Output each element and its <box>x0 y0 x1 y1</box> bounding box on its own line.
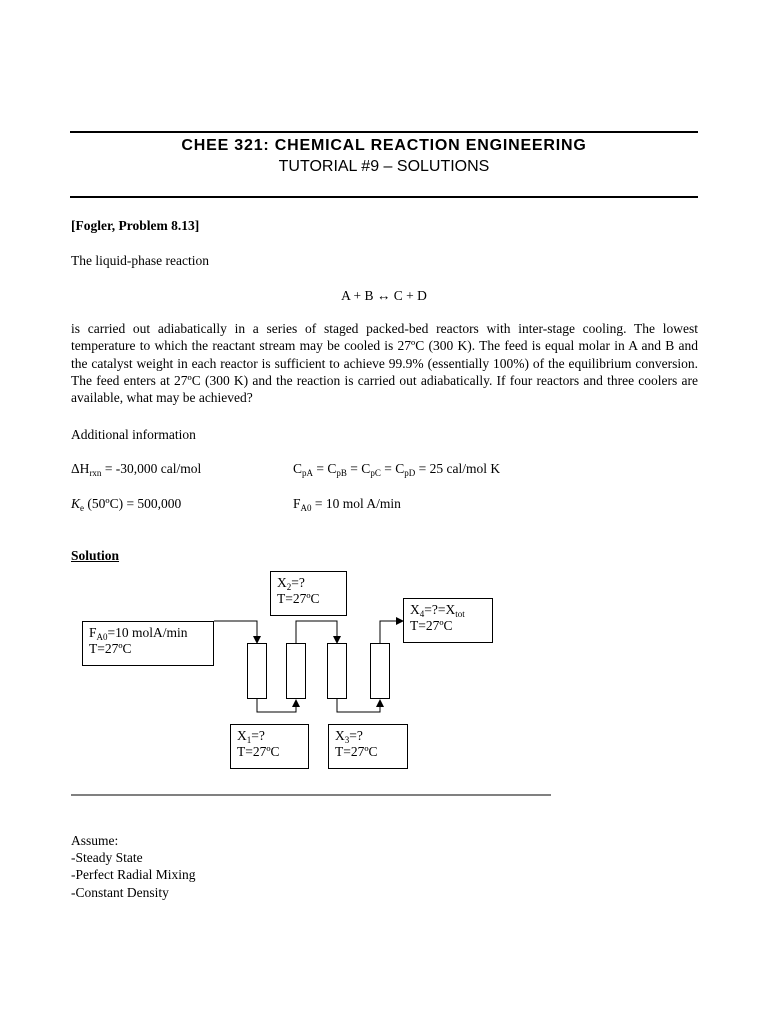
cooler-3-arrow <box>337 699 380 712</box>
cooler-2-arrow <box>296 621 337 643</box>
heat-capacity-line: $C_{pA} = C_{pB} = C_{pC} = C_{pD} = 25$ cal/mol K <box>293 461 501 478</box>
cooler-1-arrow <box>257 699 296 712</box>
enthalpy-line: $\Delta H_{rxn} = -30,000$ cal/mol <box>71 461 202 478</box>
problem-intro: The liquid-phase reaction <box>71 253 209 268</box>
reactor-1 <box>247 643 267 699</box>
x4-box: $X_4=?=X_{tot}$ T=27ºC <box>403 598 493 643</box>
page-subtitle: TUTORIAL #9 – SOLUTIONS <box>278 158 490 175</box>
reaction-equation: A + B ↔ C + D <box>341 288 427 303</box>
outlet-arrow <box>380 621 403 643</box>
feed-box: $F_{A0}=10$ molA/min T=27ºC <box>82 621 214 666</box>
reactor-3 <box>327 643 347 699</box>
assumption-item: -Perfect Radial Mixing <box>71 867 196 882</box>
problem-reference: [Fogler, Problem 8.13] <box>71 218 200 233</box>
assume-heading: Assume: <box>71 833 119 848</box>
reactor-2 <box>286 643 306 699</box>
equilibrium-constant-line: $K_e$ (50ºC) = 500,000 <box>71 496 182 513</box>
assumption-item: -Constant Density <box>71 885 169 900</box>
assumption-item: -Steady State <box>71 850 143 865</box>
reactor-4 <box>370 643 390 699</box>
feed-arrow <box>214 621 257 643</box>
x3-box: $X_3=$? T=27ºC <box>328 724 408 769</box>
problem-description: is carried out adiabatically in a series of staged packed-bed reactors with inter-stage cooling. The lowest temperature to which the reactant stream may be cooled is 27ºC (300 K). The feed is equal molar in A and B and the catalyst weight in each reactor is sufficient to achieve 99.9% (essentially 100%) of the equilibrium conversion. The feed enters at 27ºC (300 K) and the reaction is carried out adiabatically. If four reactors and three coolers are available, what may be achieved? <box>71 321 698 406</box>
feed-rate-line: $F_{A0} = 10$ mol A/min <box>293 496 401 513</box>
x1-box: $X_1=$? T=27ºC <box>230 724 309 769</box>
page-title: CHEE 321: CHEMICAL REACTION ENGINEERING <box>181 137 587 154</box>
solution-heading: Solution <box>71 548 120 563</box>
additional-info-heading: Additional information <box>71 427 196 442</box>
x2-box: $X_2=$? T=27ºC <box>270 571 347 616</box>
